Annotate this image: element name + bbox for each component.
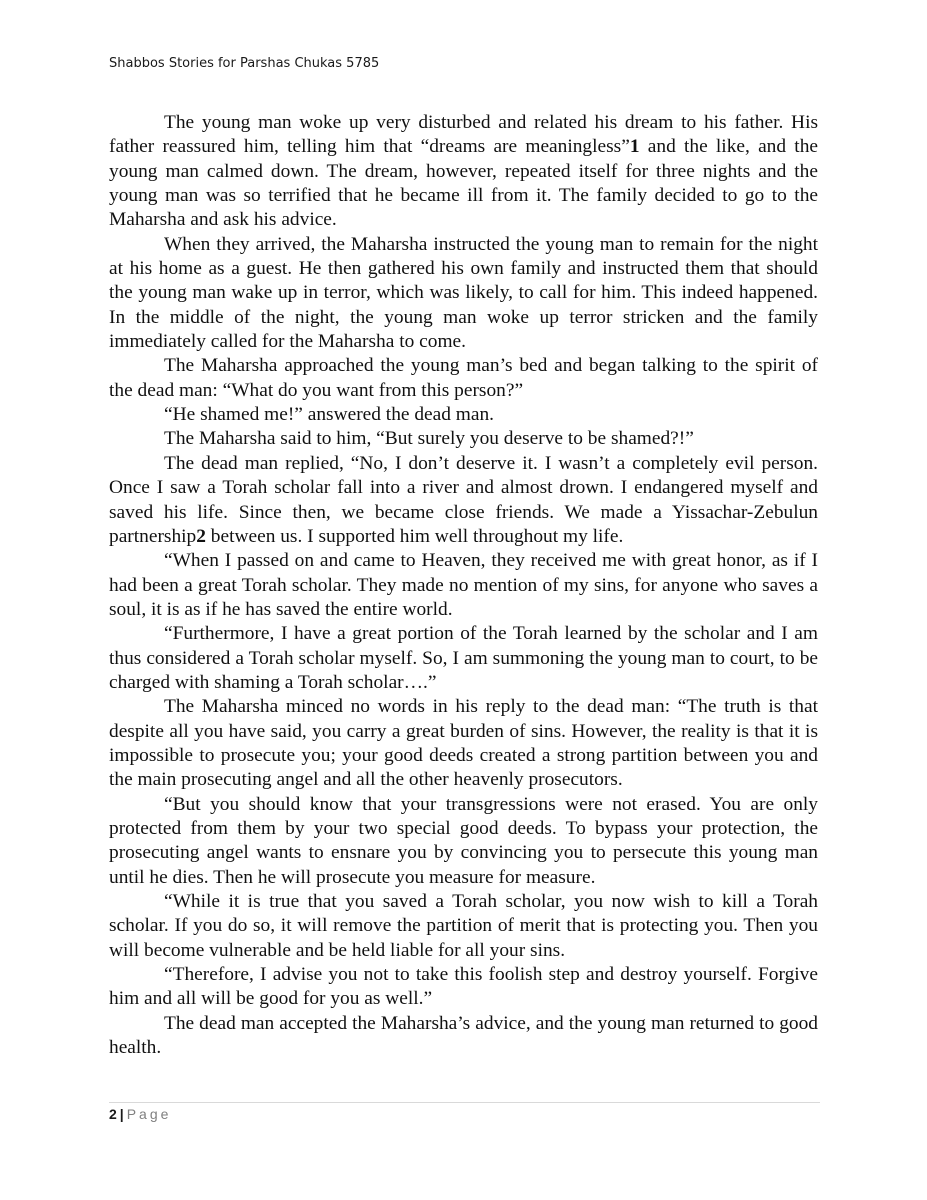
body-text xyxy=(109,111,818,1060)
footnote-marker[interactable]: 1 xyxy=(629,136,640,158)
paragraph: “While it is true that you saved a Torah scholar, you now wish to kill a Torah scholar. If you do so, it will remove the partition of merit that is protecting you. Then you will become vulnerable and be held liable for all your sins. xyxy=(109,891,818,961)
paragraph: “But you should know that your transgressions were not erased. You are only protected from them by your two special good deeds. To bypass your protection, the prosecuting angel wants to ensnare you by convincing you to persecute this young man until he dies. Then he will prosecute you measure for measure. xyxy=(109,793,818,888)
paragraph xyxy=(109,452,818,549)
paragraph-text: The young man woke up very disturbed and related his dream to his father. His father reassured him, telling him that “dreams are meaningless” xyxy=(109,112,818,158)
page-label: Page xyxy=(126,1106,172,1122)
paragraph: “When I passed on and came to Heaven, they received me with great honor, as if I had been a great Torah scholar. They made no mention of my sins, for anyone who saves a soul, it is as if he has saved the entire world. xyxy=(109,550,818,620)
paragraph: When they arrived, the Maharsha instructed the young man to remain for the night at his home as a guest. He then gathered his own family and instructed them that should the young man wake up in terror, which was likely, to call for him. This indeed happened. In the middle of the night, the young man woke up terror stricken and the family immediately called for the Maharsha to come. xyxy=(109,233,818,353)
page-footer xyxy=(109,1106,171,1122)
paragraph: The Maharsha approached the young man’s bed and began talking to the spirit of the dead man: “What do you want from this person?” xyxy=(109,355,818,401)
paragraph-text: The dead man replied, “No, I don’t deserve it. I wasn’t a completely evil person. Once I saw a Torah scholar fall into a river and almost drown. I endangered myself and saved his life. Since then, we became close friends. We made a Yissachar-Zebulun partnership xyxy=(109,452,818,547)
paragraph-text: between us. I supported him well throughout my life. xyxy=(205,525,624,547)
paragraph: “He shamed me!” answered the dead man. xyxy=(164,404,495,426)
paragraph-text: and the like, and the young man calmed down. The dream, however, repeated itself for three nights and the young man was so terrified that he became ill from it. The family decided to go to the Maharsha and ask his advice. xyxy=(109,136,818,231)
footer-separator: | xyxy=(119,1106,124,1122)
footnote-marker[interactable]: 2 xyxy=(196,525,206,547)
paragraph: The Maharsha minced no words in his reply to the dead man: “The truth is that despite all you have said, you carry a great burden of sins. However, the reality is that it is impossible to prosecute you; your good deeds created a strong partition between you and the main prosecuting angel and all the other heavenly prosecutors. xyxy=(109,696,818,791)
paragraph: “Therefore, I advise you not to take this foolish step and destroy yourself. Forgive him and all will be good for you as well.” xyxy=(109,964,818,1010)
paragraph: “Furthermore, I have a great portion of the Torah learned by the scholar and I am thus considered a Torah scholar myself. So, I am summoning the young man to court, to be charged with shaming a Torah scholar….” xyxy=(109,623,818,693)
footer-divider xyxy=(109,1102,820,1103)
paragraph: The dead man accepted the Maharsha’s advice, and the young man returned to good health. xyxy=(109,1012,818,1059)
paragraph: The Maharsha said to him, “But surely you deserve to be shamed?!” xyxy=(164,428,694,450)
running-header: Shabbos Stories for Parshas Chukas 5785 xyxy=(109,56,380,71)
paragraph xyxy=(109,111,818,233)
page-number: 2 xyxy=(109,1106,117,1122)
